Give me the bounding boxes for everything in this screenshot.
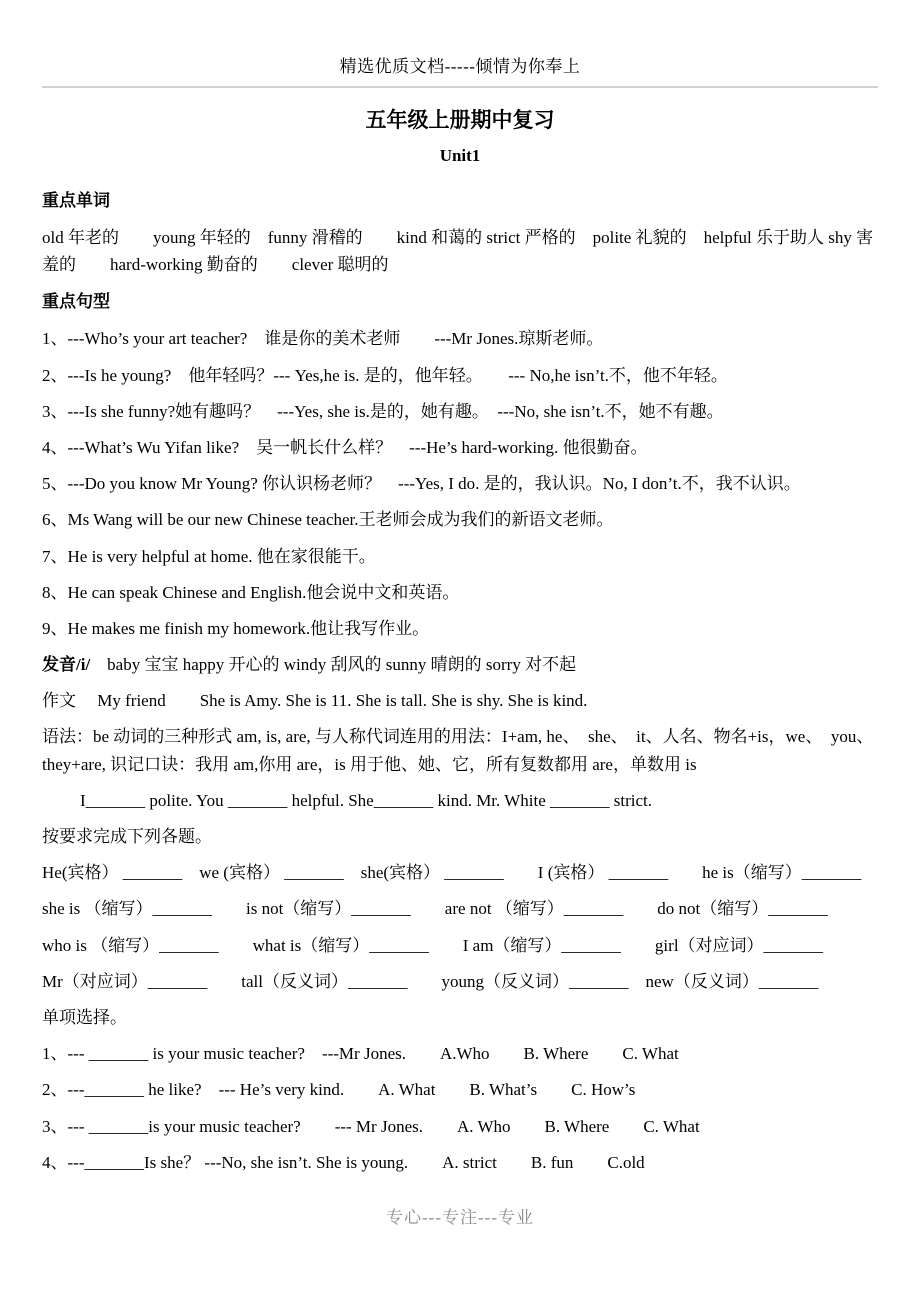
transform-line-1: He(宾格） _______ we (宾格） _______ she(宾格） _______ I (宾格） _______ he is（缩写）_______ bbox=[42, 863, 862, 883]
pronunciation-label: 发音/i/ bbox=[42, 655, 91, 675]
choice-heading: 单项选择。 bbox=[42, 1007, 127, 1027]
sentence-item-9: 9、He makes me finish my homework.他让我写作业。 bbox=[42, 618, 430, 638]
transform-line-2: she is （缩写）_______ is not（缩写）_______ are not （缩写）_______ do not（缩写）_______ bbox=[42, 899, 828, 919]
unit-title: Unit1 bbox=[439, 146, 481, 165]
composition-line: 作文 My friend She is Amy. She is 11. She is tall. She is shy. She is kind. bbox=[42, 691, 588, 711]
sentence-item-3: 3、---Is she funny?她有趣吗？ ---Yes, she is.是的，她有趣。 ---No, she isn’t.不，她不有趣。 bbox=[42, 401, 724, 421]
choice-item-4: 4、---_______Is she？ ---No, she isn’t. She is young. A. strict B. fun C.old bbox=[42, 1152, 645, 1172]
sentence-item-5: 5、---Do you know Mr Young? 你认识杨老师？ ---Yes, I do. 是的，我认识。No, I don’t.不，我不认识。 bbox=[42, 474, 801, 494]
transform-line-3: who is （缩写）_______ what is（缩写）_______ I am（缩写）_______ girl（对应词）_______ bbox=[42, 935, 824, 955]
key-words-text: old 年老的 young 年轻的 funny 滑稽的 kind 和蔼的 strict 严格的 polite 礼貌的 helpful 乐于助人 shy 害羞的 hard-working 勤奋的 clever 聪明的 bbox=[42, 228, 874, 275]
footer-slogan: 专心---专注---专业 bbox=[386, 1208, 534, 1227]
key-sentences-heading: 重点句型 bbox=[42, 292, 110, 312]
fill-blanks-line: I_______ polite. You _______ helpful. She_______ kind. Mr. White _______ strict. bbox=[80, 790, 653, 810]
sentence-item-2: 2、---Is he young? 他年轻吗？--- Yes,he is. 是的，他年轻。 --- No,he isn’t.不，他不年轻。 bbox=[42, 365, 728, 385]
choice-item-1: 1、--- _______ is your music teacher? ---Mr Jones. A.Who B. Where C. What bbox=[42, 1044, 679, 1064]
choice-item-2: 2、---_______ he like? --- He’s very kind. A. What B. What’s C. How’s bbox=[42, 1080, 636, 1100]
pronunciation-line bbox=[42, 651, 878, 678]
sentence-item-1: 1、---Who’s your art teacher? 谁是你的美术老师 ---Mr Jones.琼斯老师。 bbox=[42, 329, 604, 349]
header-slogan: 精选优质文档-----倾情为你奉上 bbox=[339, 57, 581, 76]
instruction-line: 按要求完成下列各题。 bbox=[42, 827, 212, 846]
transform-line-4: Mr（对应词）_______ tall（反义词）_______ young（反义词）_______ new（反义词）_______ bbox=[42, 971, 819, 991]
pronunciation-text: baby 宝宝 happy 开心的 windy 刮风的 sunny 晴朗的 sorry 对不起 bbox=[90, 655, 577, 675]
key-words-heading: 重点单词 bbox=[42, 191, 110, 210]
sentence-item-4: 4、---What’s Wu Yifan like? 吴一帆长什么样？ ---He’s hard-working. 他很勤奋。 bbox=[42, 437, 648, 457]
sentence-item-6: 6、Ms Wang will be our new Chinese teacher.王老师会成为我们的新语文老师。 bbox=[42, 510, 614, 530]
choice-item-3: 3、--- _______is your music teacher? --- Mr Jones. A. Who B. Where C. What bbox=[42, 1116, 700, 1136]
doc-title: 五年级上册期中复习 bbox=[365, 108, 555, 132]
sentence-item-7: 7、He is very helpful at home. 他在家很能干。 bbox=[42, 546, 376, 566]
sentence-item-8: 8、He can speak Chinese and English.他会说中文和英语。 bbox=[42, 582, 460, 602]
grammar-line: 语法：be 动词的三种形式 am, is, are, 与人称代词连用的用法：I+am, he、 she、 it、人名、物名+is，we、 you、 they+are, 识记口诀：我用 am,你用 are，is 用于他、她、它，所有复数都用 are，单数用 is bbox=[42, 727, 882, 774]
header-divider bbox=[42, 86, 878, 88]
